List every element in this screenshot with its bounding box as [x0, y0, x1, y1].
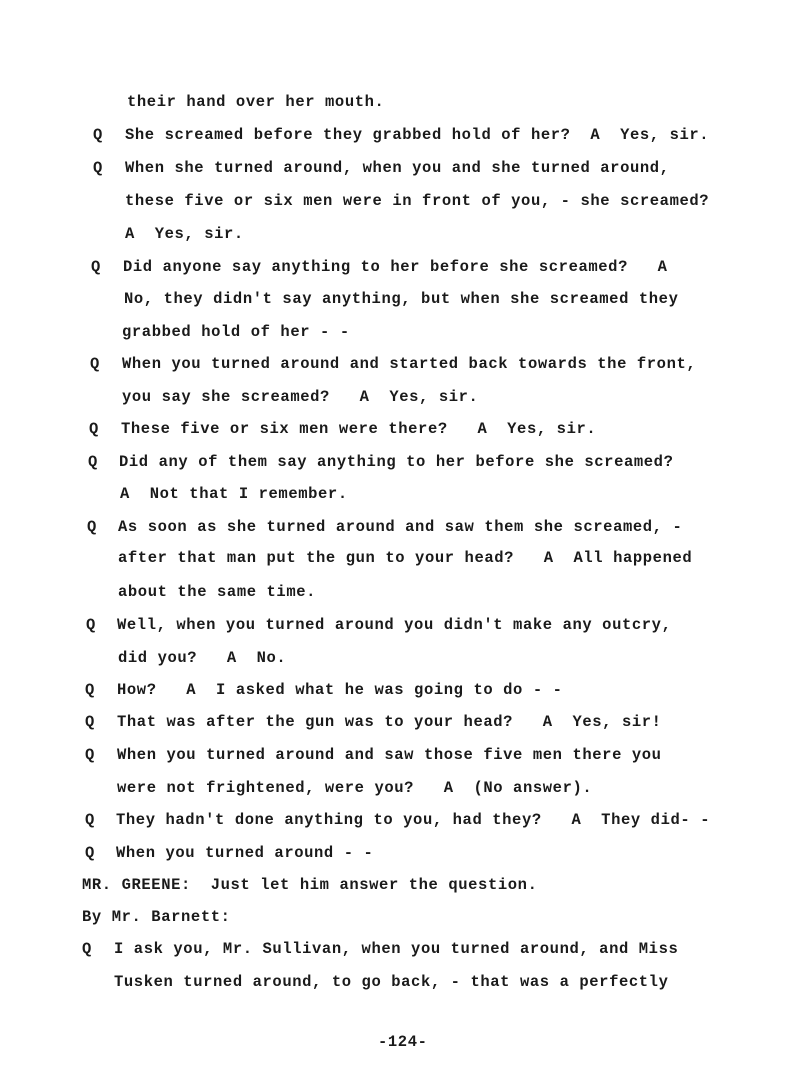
question-marker: Q	[93, 126, 103, 144]
question-marker: Q	[86, 616, 96, 634]
transcript-line: When you turned around and saw those five men there you	[117, 746, 662, 764]
transcript-line: They hadn't done anything to you, had they? A They did- -	[116, 811, 711, 829]
transcript-line: their hand over her mouth.	[127, 93, 385, 111]
transcript-line: Well, when you turned around you didn't make any outcry,	[117, 616, 672, 634]
transcript-line: That was after the gun was to your head? A Yes, sir!	[117, 713, 662, 731]
question-marker: Q	[93, 159, 103, 177]
question-marker: Q	[85, 746, 95, 764]
answer-line: A Yes, sir.	[125, 225, 244, 243]
transcript-line: were not frightened, were you? A (No answer).	[117, 779, 593, 797]
question-marker: Q	[88, 453, 98, 471]
transcript-line: As soon as she turned around and saw them she screamed, -	[118, 518, 683, 536]
speaker-statement: MR. GREENE: Just let him answer the question.	[82, 876, 538, 894]
transcript-line: these five or six men were in front of you, - she screamed?	[125, 192, 710, 210]
transcript-line: did you? A No.	[118, 649, 287, 667]
transcript-line: Did anyone say anything to her before she screamed? A	[123, 258, 668, 276]
transcript-line: grabbed hold of her - -	[122, 323, 350, 341]
transcript-line: When you turned around and started back towards the front,	[122, 355, 697, 373]
question-marker: Q	[85, 681, 95, 699]
transcript-line: No, they didn't say anything, but when she screamed they	[124, 290, 679, 308]
transcript-line: When you turned around - -	[116, 844, 374, 862]
transcript-line: you say she screamed? A Yes, sir.	[122, 388, 479, 406]
transcript-line: Did any of them say anything to her before she screamed?	[119, 453, 674, 471]
question-marker: Q	[85, 713, 95, 731]
transcript-line: When she turned around, when you and she turned around,	[125, 159, 670, 177]
answer-line: A Not that I remember.	[120, 485, 348, 503]
question-marker: Q	[82, 940, 92, 958]
question-marker: Q	[91, 258, 101, 276]
page-number: -124-	[378, 1033, 428, 1051]
transcript-line: Tusken turned around, to go back, - that was a perfectly	[114, 973, 669, 991]
question-marker: Q	[89, 420, 99, 438]
transcript-line: after that man put the gun to your head? A All happened	[118, 549, 693, 567]
question-marker: Q	[85, 844, 95, 862]
transcript-line: I ask you, Mr. Sullivan, when you turned around, and Miss	[114, 940, 679, 958]
transcript-line: How? A I asked what he was going to do - -	[117, 681, 563, 699]
question-marker: Q	[87, 518, 97, 536]
examination-heading: By Mr. Barnett:	[82, 908, 231, 926]
transcript-line: She screamed before they grabbed hold of her? A Yes, sir.	[125, 126, 710, 144]
question-marker: Q	[85, 811, 95, 829]
question-marker: Q	[90, 355, 100, 373]
transcript-line: about the same time.	[118, 583, 317, 601]
transcript-line: These five or six men were there? A Yes, sir.	[121, 420, 597, 438]
